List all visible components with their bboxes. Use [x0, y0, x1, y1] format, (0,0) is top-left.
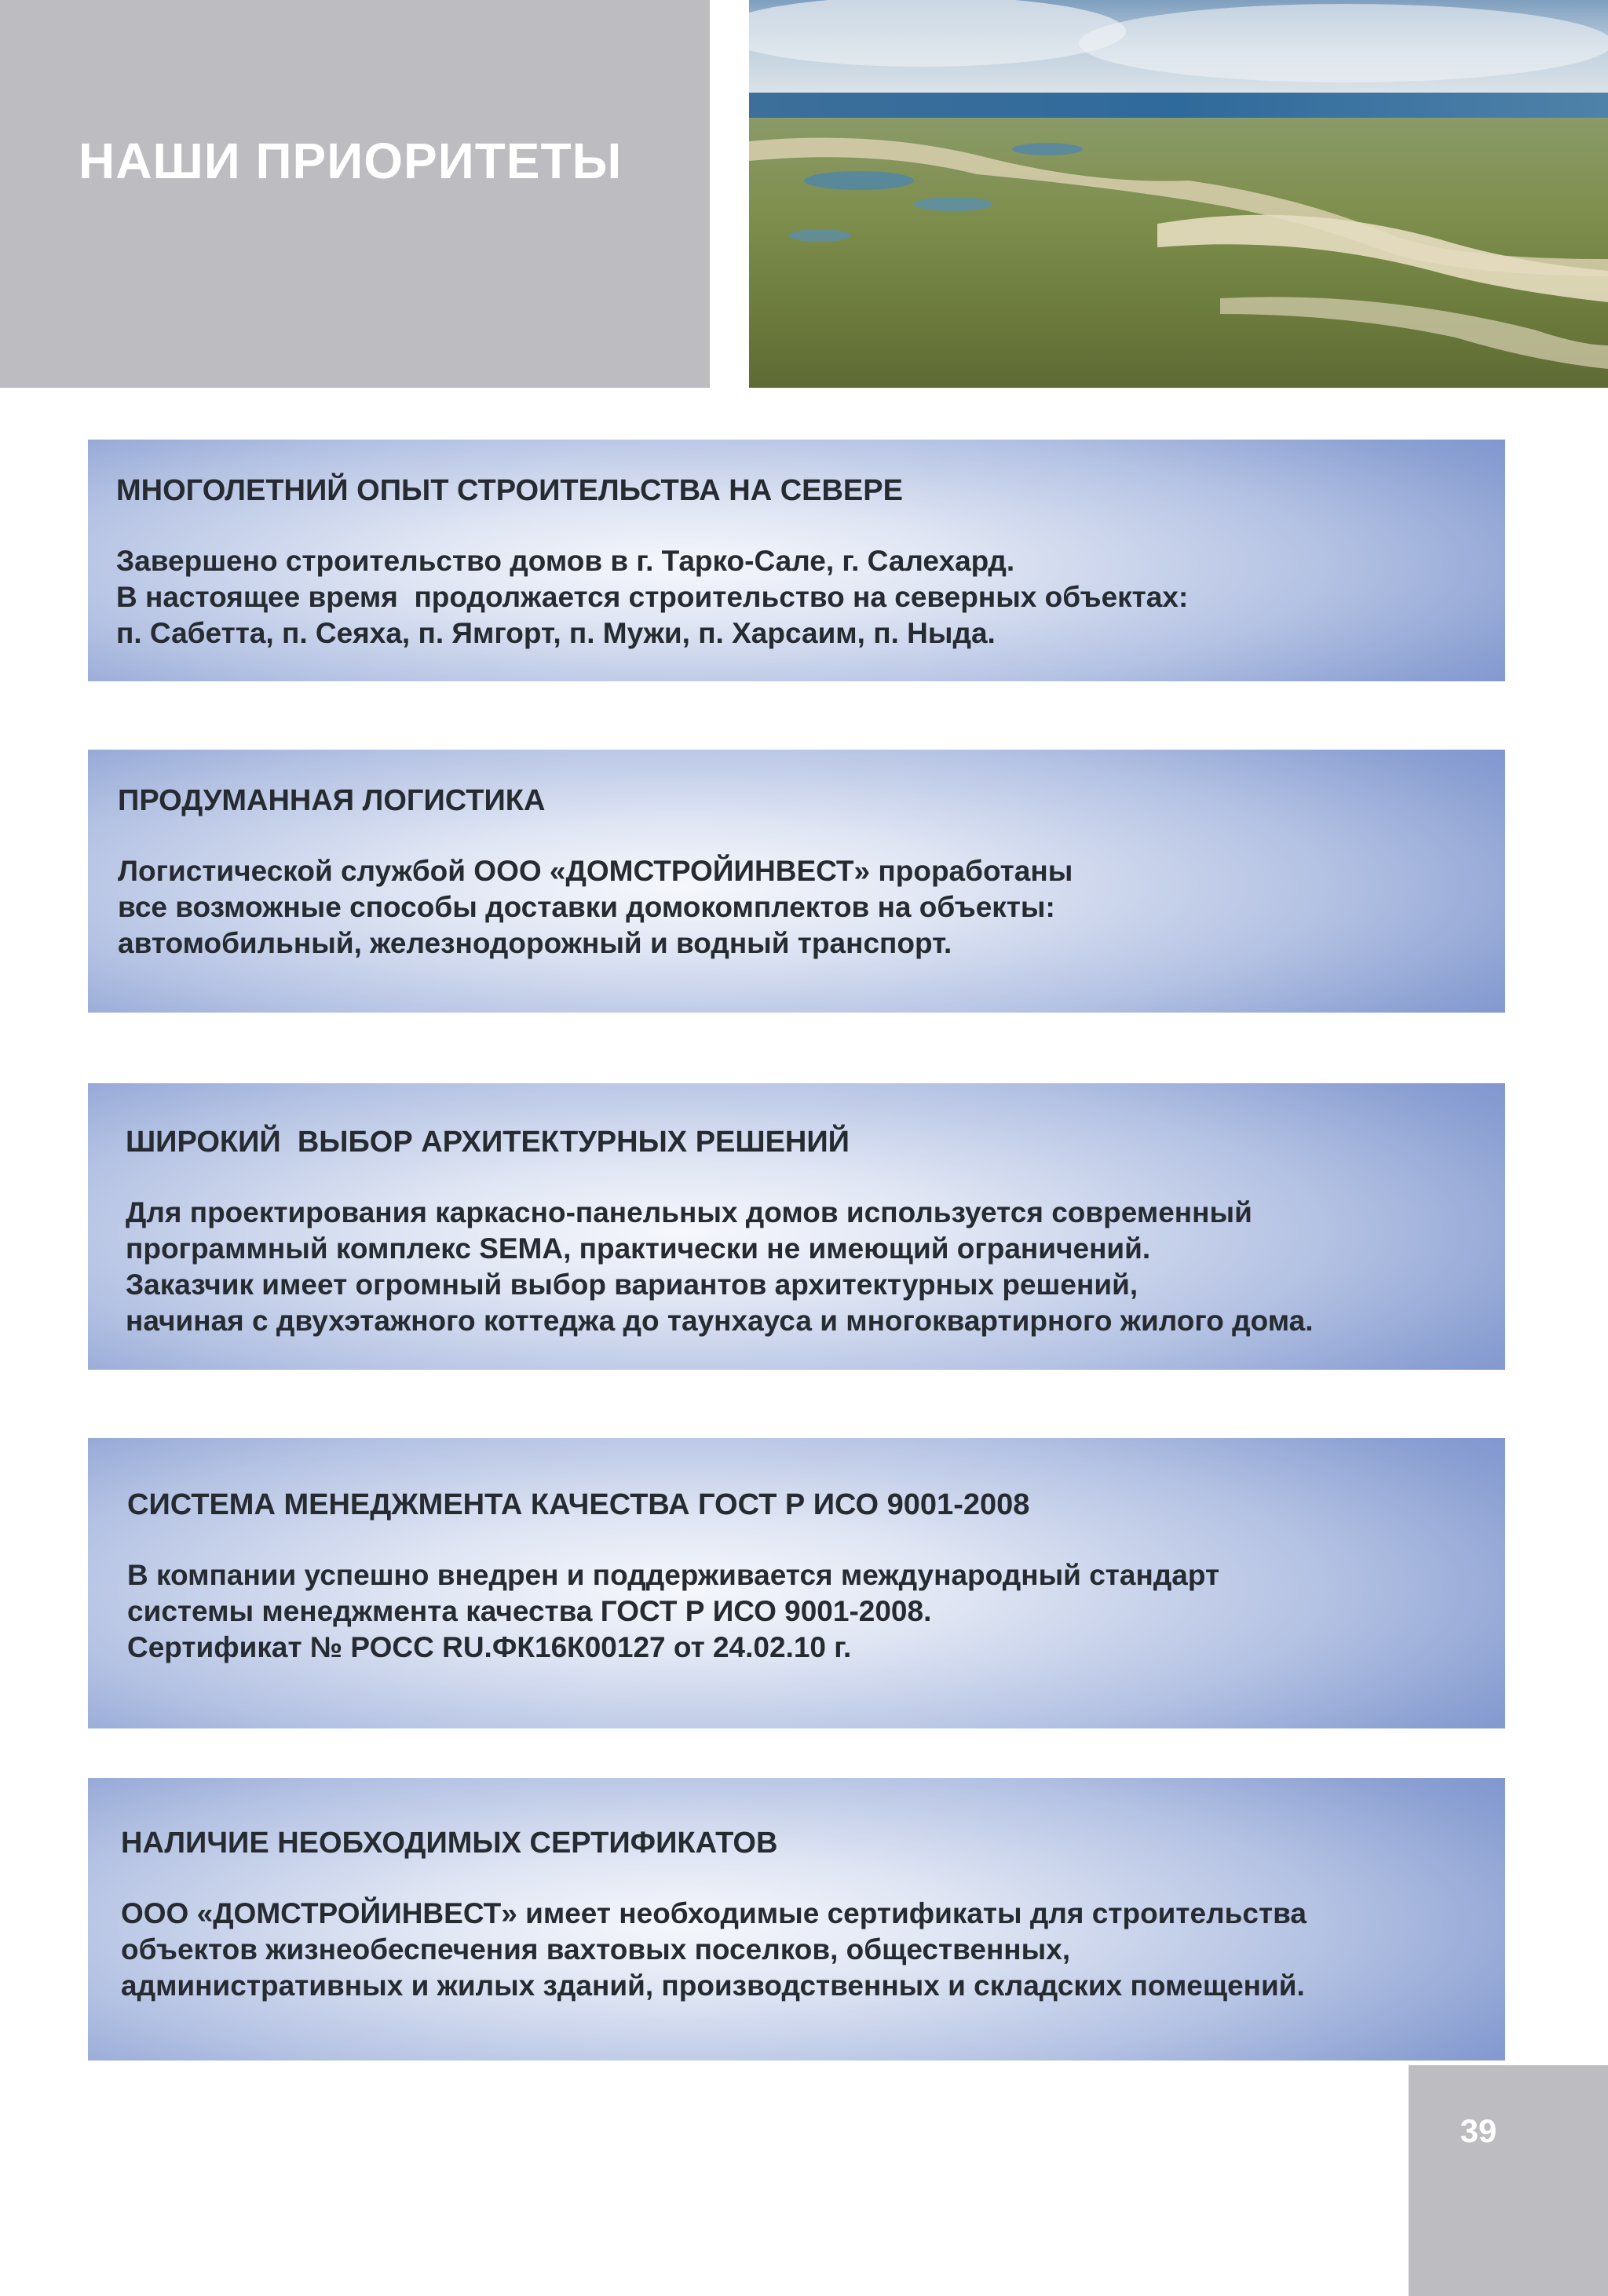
card-title: ШИРОКИЙ ВЫБОР АРХИТЕКТУРНЫХ РЕШЕНИЙ [126, 1126, 850, 1159]
lake [914, 197, 992, 211]
card-body [127, 1557, 1219, 1666]
card-body-line: объектов жизнеобеспечения вахтовых поселков, общественных, [121, 1933, 1071, 1966]
card-body-line: программный комплекс SEMA, практически не имеющий ограничений. [126, 1232, 1151, 1265]
card-body-line: ООО «ДОМСТРОЙИНВЕСТ» имеет необходимые сертификаты для строительства [121, 1897, 1306, 1929]
cloud [1079, 4, 1608, 82]
card-body-line: п. Сабетта, п. Сеяха, п. Ямгорт, п. Мужи, п. Харсаим, п. Ныда. [116, 617, 996, 649]
card-title: СИСТЕМА МЕНЕДЖМЕНТА КАЧЕСТВА ГОСТ Р ИСО 9001-2008 [127, 1488, 1030, 1521]
card-body-line: все возможные способы доставки домокомплектов на объекты: [118, 891, 1055, 923]
card-body [116, 543, 1188, 652]
page-number: 39 [1460, 2112, 1497, 2149]
card-body-line: системы менеджмента качества ГОСТ Р ИСО 9001-2008. [127, 1595, 932, 1627]
landscape-illustration [749, 0, 1608, 388]
page-title: НАШИ ПРИОРИТЕТЫ [79, 133, 623, 189]
card-body-line: Сертификат № РОСС RU.ФК16К00127 от 24.02.10 г. [127, 1631, 852, 1663]
card-body-line: Заказчик имеет огромный выбор вариантов архитектурных решений, [126, 1268, 1138, 1301]
card-body-line: Для проектирования каркасно-панельных домов используется современный [126, 1196, 1252, 1228]
priority-card-quality-management [88, 1438, 1505, 1728]
card-body-line: начиная с двухэтажного коттеджа до таунхауса и многоквартирного жилого дома. [126, 1305, 1314, 1337]
card-body [126, 1195, 1313, 1339]
card-body-line: В компании успешно внедрен и поддерживается международный стандарт [127, 1559, 1220, 1591]
page-number-block [1409, 2065, 1608, 2296]
tundra-river-landscape-image [749, 0, 1608, 388]
card-body [121, 1896, 1306, 2004]
priority-card-northern-experience [88, 440, 1505, 681]
card-title: НАЛИЧИЕ НЕОБХОДИМЫХ СЕРТИФИКАТОВ [121, 1827, 778, 1860]
lake [788, 229, 851, 242]
lake [804, 171, 914, 190]
priority-card-architecture [88, 1083, 1505, 1370]
card-body-line: административных и жилых зданий, производственных и складских помещений. [121, 1969, 1305, 2002]
card-body-line: В настоящее время продолжается строительство на северных объектах: [116, 581, 1189, 613]
card-body-line: автомобильный, железнодорожный и водный транспорт. [118, 927, 952, 959]
card-body-line: Логистической службой ООО «ДОМСТРОЙИНВЕСТ» проработаны [118, 855, 1073, 887]
card-body-line: Завершено строительство домов в г. Тарко-Сале, г. Салехард. [116, 545, 1015, 577]
priority-card-certificates [88, 1778, 1505, 2061]
card-body [118, 853, 1073, 962]
title-block [0, 0, 710, 388]
card-title: МНОГОЛЕТНИЙ ОПЫТ СТРОИТЕЛЬСТВА НА СЕВЕРЕ [116, 474, 903, 507]
lake [1012, 143, 1083, 155]
card-title: ПРОДУМАННАЯ ЛОГИСТИКА [118, 784, 546, 817]
priority-card-logistics [88, 750, 1505, 1013]
